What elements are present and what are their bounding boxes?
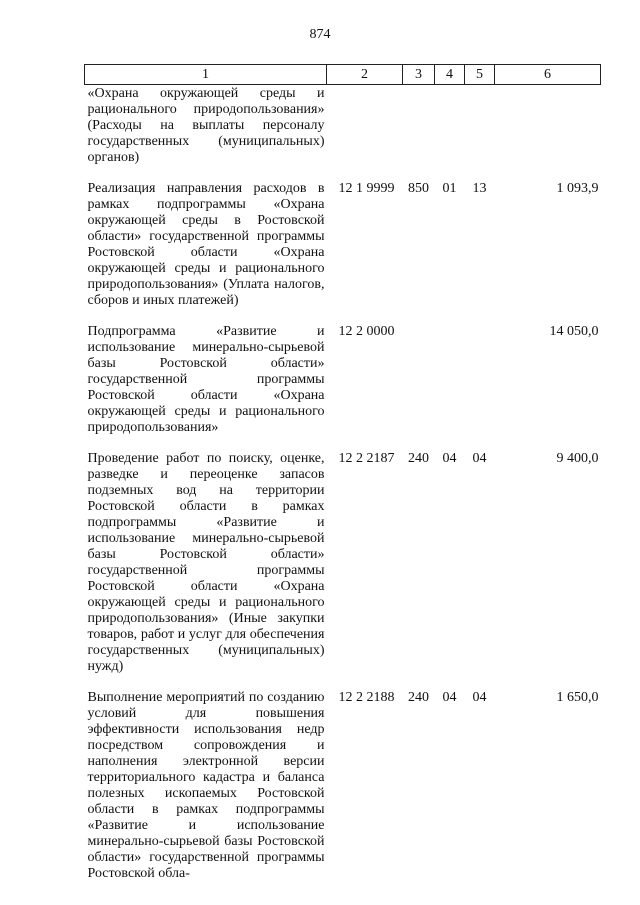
row-rz: 04 [442, 690, 457, 705]
table-header [85, 65, 601, 85]
header-col-2: 2 [327, 65, 403, 85]
row-rz: 01 [442, 181, 457, 196]
row-code: 12 2 0000 [338, 324, 395, 339]
row-rz: 04 [442, 451, 457, 466]
row-rz [435, 324, 465, 451]
table-row [85, 690, 601, 882]
page-number: 874 [309, 27, 331, 42]
table-row [85, 85, 601, 182]
row-pr [465, 85, 495, 182]
header-col-5: 5 [465, 65, 495, 85]
row-code [327, 85, 403, 182]
budget-table [84, 64, 601, 882]
row-sum: 9 400,0 [556, 451, 599, 466]
row-description: Выполнение мероприятий по созданию условий для повышения эффективности использования недр посредством сопровождения и наполнения электронной версии территориального кадастра и баланса полезных ископаемых Ростовской области в рамках подпрограммы «Развитие и использование минерально-сырьевой базы Ростовской области» государственной программы Ростовской обла- [87, 690, 325, 881]
row-code: 12 2 2187 [338, 451, 395, 466]
table-row [85, 451, 601, 690]
row-description: Реализация направления расходов в рамках подпрограммы «Охрана окружающей среды в Ростовской области» государственной программы Ростовской области «Охрана окружающей среды и рационального природопользования» (Уплата налогов, сборов и иных платежей) [87, 181, 325, 308]
row-sum [495, 85, 601, 182]
row-sum: 1 093,9 [556, 181, 599, 196]
row-pr: 04 [472, 690, 487, 705]
row-pr: 13 [472, 181, 487, 196]
header-col-6: 6 [495, 65, 601, 85]
row-rz [435, 85, 465, 182]
row-vid [403, 324, 435, 451]
row-code: 12 1 9999 [338, 181, 395, 196]
row-vid: 240 [408, 690, 429, 705]
row-vid [403, 85, 435, 182]
row-pr: 04 [472, 451, 487, 466]
row-code: 12 2 2188 [338, 690, 395, 705]
row-description: Проведение работ по поиску, оценке, разведке и переоценке запасов подземных вод на территории Ростовской области в рамках подпрограммы «Развитие и использование минерально-сырьевой базы Ростовской области» государственной программы Ростовской области «Охрана окружающей среды и рационального природопользования» (Иные закупки товаров, работ и услуг для обеспечения государственных (муниципальных) нужд) [87, 451, 325, 674]
header-col-1: 1 [85, 65, 327, 85]
row-vid: 850 [408, 181, 429, 196]
row-sum: 1 650,0 [556, 690, 599, 705]
header-col-4: 4 [435, 65, 465, 85]
row-description: «Охрана окружающей среды и рационального природопользования» (Расходы на выплаты персоналу государственных (муниципальных) органов) [87, 86, 325, 165]
row-pr [465, 324, 495, 451]
table-row [85, 324, 601, 451]
row-sum: 14 050,0 [549, 324, 599, 339]
table-body [85, 85, 601, 883]
row-description: Подпрограмма «Развитие и использование минерально-сырьевой базы Ростовской области» государственной программы Ростовской области «Охрана окружающей среды и рационального природопользования» [87, 324, 325, 435]
header-row [85, 65, 601, 85]
row-vid: 240 [408, 451, 429, 466]
header-col-3: 3 [403, 65, 435, 85]
table-row [85, 181, 601, 324]
